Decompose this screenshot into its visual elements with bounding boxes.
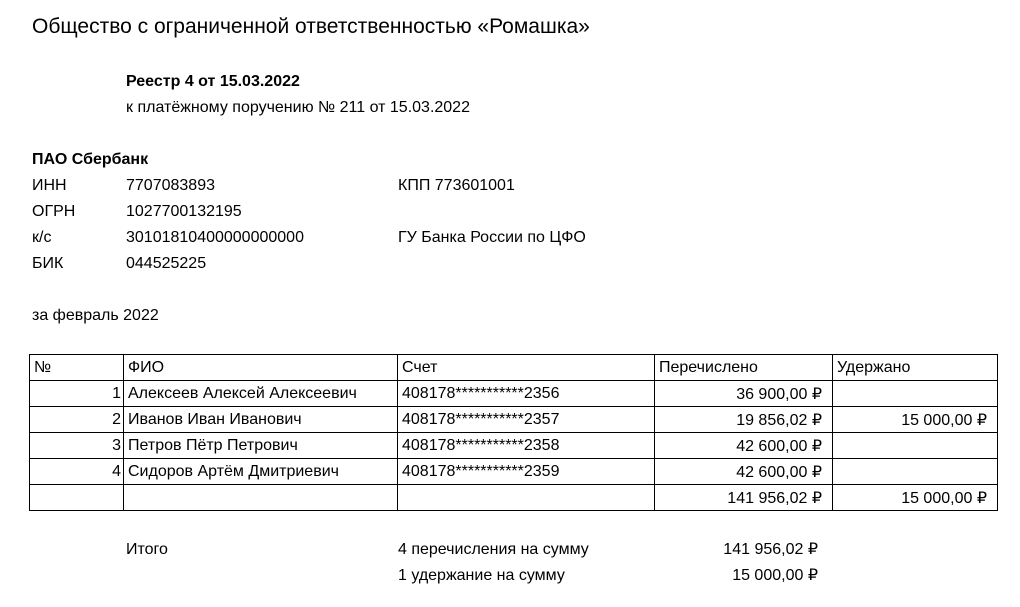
table-row — [30, 433, 998, 459]
row-withheld — [833, 381, 998, 407]
table-row — [30, 407, 998, 433]
bik-value: 044525225 — [126, 255, 207, 272]
header-name: ФИО — [124, 355, 398, 381]
row-name: Сидоров Артём Дмитриевич — [124, 459, 398, 485]
row-withheld: 15 000,00 ₽ — [833, 407, 998, 433]
row-paid: 42 600,00 ₽ — [655, 433, 833, 459]
row-name: Алексеев Алексей Алексеевич — [124, 381, 398, 407]
total-withheld: 15 000,00 ₽ — [833, 485, 998, 511]
total-empty-name — [124, 485, 398, 511]
row-account: 408178***********2359 — [398, 459, 655, 485]
kpp-value: КПП 773601001 — [398, 177, 515, 194]
row-name: Иванов Иван Иванович — [124, 407, 398, 433]
summary-transfers-sum: 141 956,02 ₽ — [723, 541, 818, 558]
organization-title: Общество с ограниченной ответственностью «Ромашка» — [32, 15, 590, 38]
registry-table — [29, 354, 998, 511]
row-number: 1 — [30, 381, 124, 407]
total-paid: 141 956,02 ₽ — [655, 485, 833, 511]
header-paid: Перечислено — [655, 355, 833, 381]
row-paid: 36 900,00 ₽ — [655, 381, 833, 407]
period: за февраль 2022 — [32, 307, 159, 324]
table-header-row — [30, 355, 998, 381]
row-account: 408178***********2356 — [398, 381, 655, 407]
header-number: № — [30, 355, 124, 381]
row-paid: 19 856,02 ₽ — [655, 407, 833, 433]
inn-label: ИНН — [32, 177, 67, 194]
table-total-row — [30, 485, 998, 511]
row-withheld — [833, 433, 998, 459]
bik-label: БИК — [32, 255, 64, 272]
ogrn-value: 1027700132195 — [126, 203, 242, 220]
ks-value: 30101810400000000000 — [126, 229, 304, 246]
row-account: 408178***********2357 — [398, 407, 655, 433]
row-number: 2 — [30, 407, 124, 433]
row-number: 3 — [30, 433, 124, 459]
summary-transfers-text: 4 перечисления на сумму — [398, 541, 589, 558]
inn-value: 7707083893 — [126, 177, 215, 194]
summary-withholdings-text: 1 удержание на сумму — [398, 567, 565, 584]
row-number: 4 — [30, 459, 124, 485]
row-account: 408178***********2358 — [398, 433, 655, 459]
table-row — [30, 381, 998, 407]
ks-label: к/с — [32, 229, 52, 246]
total-empty-number — [30, 485, 124, 511]
ks-bank: ГУ Банка России по ЦФО — [398, 229, 586, 246]
header-withheld: Удержано — [833, 355, 998, 381]
registry-title: Реестр 4 от 15.03.2022 — [126, 73, 300, 90]
row-paid: 42 600,00 ₽ — [655, 459, 833, 485]
table-row — [30, 459, 998, 485]
summary-label: Итого — [126, 541, 168, 558]
row-name: Петров Пётр Петрович — [124, 433, 398, 459]
bank-name: ПАО Сбербанк — [32, 151, 149, 168]
header-account: Счет — [398, 355, 655, 381]
registry-subtitle: к платёжному поручению № 211 от 15.03.2022 — [126, 99, 470, 116]
summary-withholdings-sum: 15 000,00 ₽ — [732, 567, 818, 584]
row-withheld — [833, 459, 998, 485]
total-empty-account — [398, 485, 655, 511]
ogrn-label: ОГРН — [32, 203, 76, 220]
